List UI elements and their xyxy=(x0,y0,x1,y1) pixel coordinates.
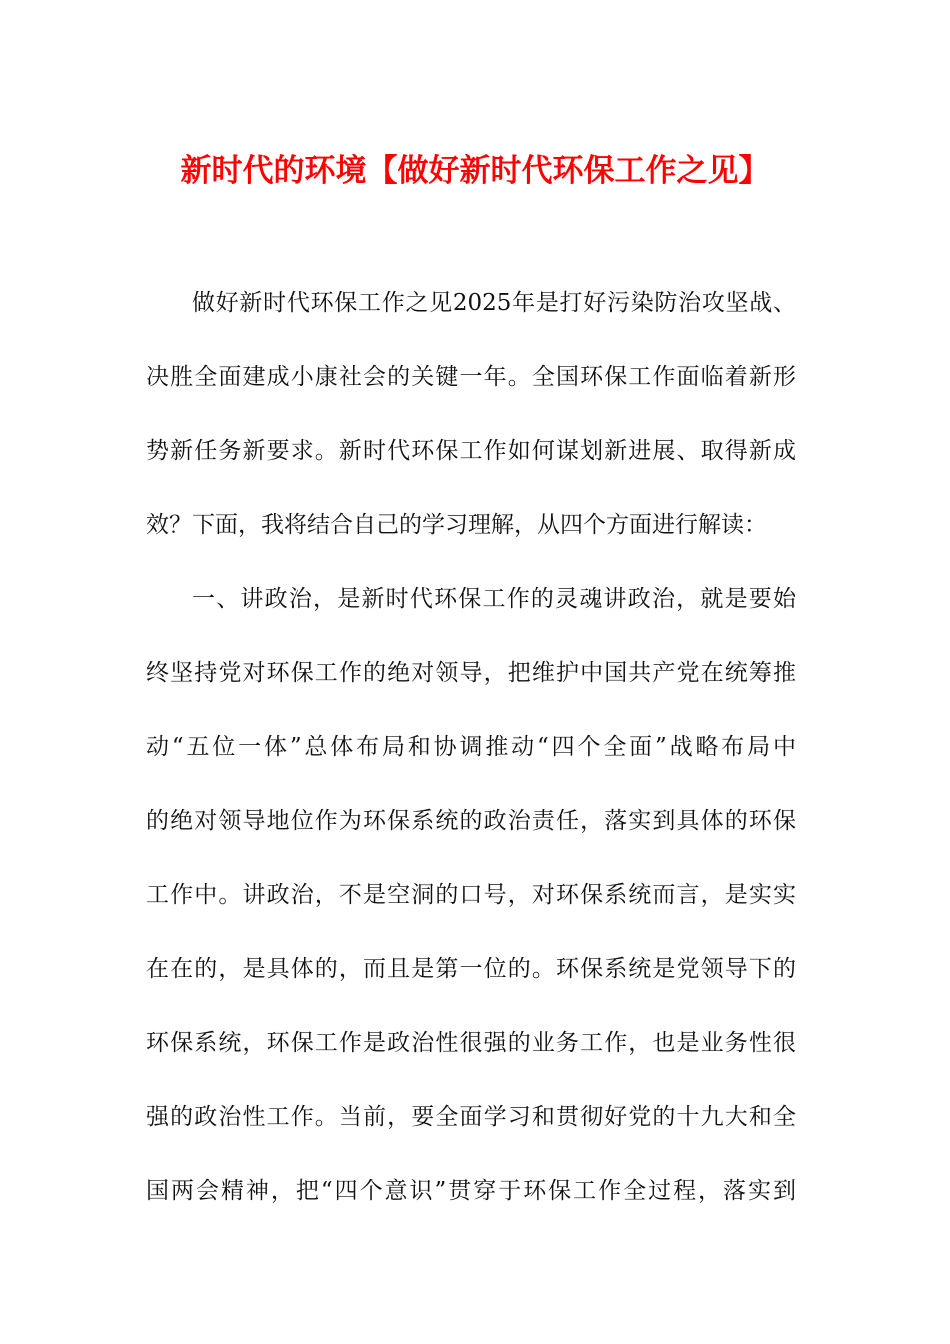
paragraph-line: 决胜全面建成小康社会的关键一年。全国环保工作面临着新形 xyxy=(146,364,796,390)
paragraph-line: 在在的，是具体的，而且是第一位的。环保系统是党领导下的 xyxy=(146,956,796,982)
paragraph-line: 终坚持党对环保工作的绝对领导，把维护中国共产党在统筹推 xyxy=(146,660,796,686)
paragraph-line: 做好新时代环保工作之见2025年是打好污染防治攻坚战、 xyxy=(192,290,796,316)
paragraph-line: 动“五位一体”总体布局和协调推动“四个全面”战略布局中 xyxy=(146,734,796,760)
document-title: 新时代的环境【做好新时代环保工作之见】 xyxy=(180,153,770,189)
paragraph-line: 的绝对领导地位作为环保系统的政治责任，落实到具体的环保 xyxy=(146,808,796,834)
paragraph-line: 强的政治性工作。当前，要全面学习和贯彻好党的十九大和全 xyxy=(146,1104,796,1130)
paragraph-line: 国两会精神，把“四个意识”贯穿于环保工作全过程，落实到 xyxy=(146,1178,796,1204)
paragraph-line: 环保系统，环保工作是政治性很强的业务工作，也是业务性很 xyxy=(146,1030,796,1056)
paragraph-line: 势新任务新要求。新时代环保工作如何谋划新进展、取得新成 xyxy=(146,438,796,464)
paragraph-line: 一、讲政治，是新时代环保工作的灵魂讲政治，就是要始 xyxy=(192,586,796,612)
paragraph-line: 工作中。讲政治，不是空洞的口号，对环保系统而言，是实实 xyxy=(146,882,796,908)
paragraph-line: 效？下面，我将结合自己的学习理解，从四个方面进行解读： xyxy=(146,512,767,538)
document-body xyxy=(146,278,796,1240)
